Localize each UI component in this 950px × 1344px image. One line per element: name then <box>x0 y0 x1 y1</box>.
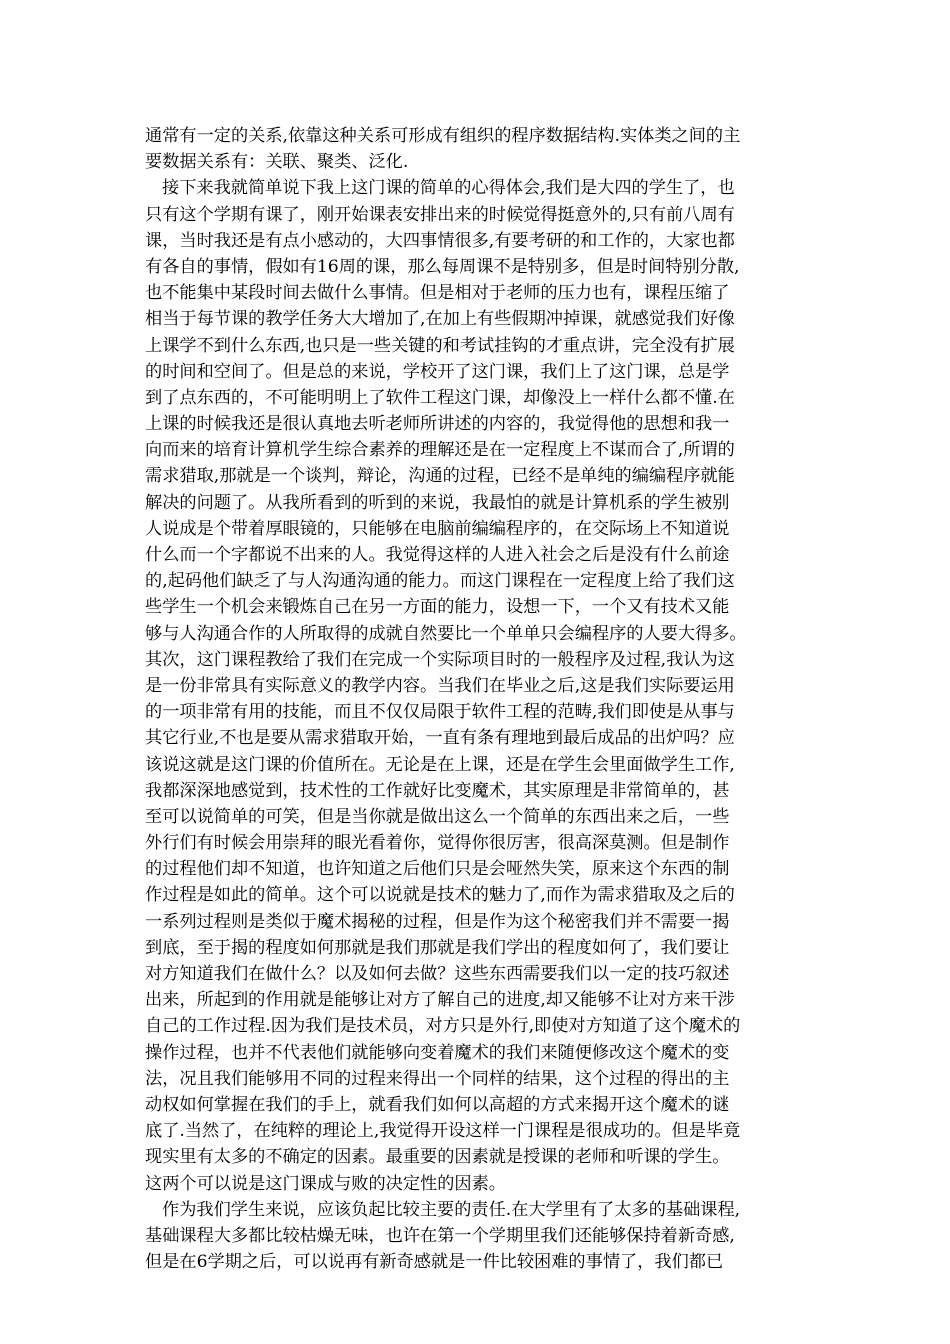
text-line: 至可以说简单的可笑，但是当你就是做出这么一个简单的东西出来之后，一些 <box>145 806 730 827</box>
text-line: 要数据关系有：关联、聚类、泛化. <box>145 152 409 173</box>
text-line: 相当于每节课的教学任务大大增加了,在加上有些假期冲掉课，就感觉我们好像 <box>145 309 735 330</box>
paragraph-start-line: 接下来我就简单说下我上这门课的简单的心得体会,我们是大四的学生了，也 <box>162 178 735 199</box>
text-line: 是一份非常具有实际意义的教学内容。当我们在毕业之后,这是我们实际要运用 <box>145 675 735 696</box>
text-line: 通常有一定的关系,依靠这种关系可形成有组织的程序数据结构.实体类之间的主 <box>145 126 741 146</box>
paragraph-start-line: 作为我们学生来说，应该负起比较主要的责任.在大学里有了太多的基础课程, <box>162 1199 741 1220</box>
text-line: 作过程是如此的简单。这个可以说就是技术的魅力了,而作为需求猎取及之后的 <box>145 885 735 906</box>
text-line: 的过程他们却不知道，也许知道之后他们只是会哑然失笑，原来这个东西的制 <box>145 859 730 880</box>
text-line: 这两个可以说是这门课成与败的决定性的因素。 <box>145 1173 506 1194</box>
text-line: 其它行业,不也是要从需求猎取开始，一直有条有理地到最后成品的出炉吗？应 <box>145 728 735 749</box>
text-line: 的时间和空间了。但是总的来说，学校开了这门课，我们上了这门课，总是学 <box>145 361 730 382</box>
text-line: 上课的时候我还是很认真地去听老师所讲述的内容的，我觉得他的思想和我一 <box>145 414 730 435</box>
text-line: 需求猎取,那就是一个谈判，辩论，沟通的过程，已经不是单纯的编编程序就能 <box>145 466 735 487</box>
text-line: 课，当时我还是有点小感动的，大四事情很多,有要考研的和工作的，大家也都 <box>145 230 735 251</box>
text-line: 但是在6学期之后，可以说再有新奇感就是一件比较困难的事情了，我们都已 <box>145 1252 724 1273</box>
text-line: 什么而一个字都说不出来的人。我觉得这样的人进入社会之后是没有什么前途 <box>145 545 730 565</box>
text-line: 上课学不到什么东西,也只是一些关键的和考试挂钩的才重点讲，完全没有扩展 <box>145 335 735 356</box>
text-line: 也不能集中某段时间去做什么事情。但是相对于老师的压力也有，课程压缩了 <box>145 283 730 304</box>
text-line: 基础课程大多都比较枯燥无味，也许在第一个学期里我们还能够保持着新奇感, <box>145 1225 735 1246</box>
text-line: 外行们有时候会用崇拜的眼光看着你，觉得你很厉害，很高深莫测。但是制作 <box>145 833 730 854</box>
text-line: 我都深深地感觉到，技术性的工作就好比变魔术，其实原理是非常简单的，甚 <box>145 780 730 801</box>
text-line: 其次，这门课程教给了我们在完成一个实际项目时的一般程序及过程,我认为这 <box>145 649 735 670</box>
text-line: 自己的工作过程.因为我们是技术员，对方只是外行,即使对方知道了这个魔术的 <box>145 1016 741 1037</box>
text-line: 现实里有太多的不确定的因素。最重要的因素就是授课的老师和听课的学生。 <box>145 1147 730 1168</box>
text-line: 些学生一个机会来锻炼自己在另一方面的能力，设想一下，一个又有技术又能 <box>145 597 730 618</box>
text-line: 有各自的事情，假如有16周的课，那么每周课不是特别多，但是时间特别分散, <box>145 256 740 277</box>
text-line: 只有这个学期有课了，刚开始课表安排出来的时候觉得挺意外的,只有前八周有 <box>145 204 735 225</box>
body-text <box>145 123 825 1275</box>
text-line: 动权如何掌握在我们的手上，就看我们如何以高超的方式来揭开这个魔术的谜 <box>145 1094 730 1115</box>
text-line: 操作过程，也并不代表他们就能够向变着魔术的我们来随便修改这个魔术的变 <box>145 1042 730 1063</box>
text-line: 够与人沟通合作的人所取得的成就自然要比一个单单只会编程序的人要大得多。 <box>145 623 747 644</box>
text-line: 法，况且我们能够用不同的过程来得出一个同样的结果，这个过程的得出的主 <box>145 1068 730 1089</box>
text-line: 解决的问题了。从我所看到的听到的来说，我最怕的就是计算机系的学生被别 <box>145 492 730 513</box>
text-line: 出来，所起到的作用就是能够让对方了解自己的进度,却又能够不让对方来干涉 <box>145 990 735 1011</box>
text-line: 到了点东西的，不可能明明上了软件工程这门课，却像没上一样什么都不懂.在 <box>145 387 735 408</box>
text-line: 对方知道我们在做什么？以及如何去做？这些东西需要我们以一定的技巧叙述 <box>145 964 730 984</box>
text-line: 人说成是个带着厚眼镜的，只能够在电脑前编编程序的，在交际场上不知道说 <box>145 518 730 539</box>
text-line: 一系列过程则是类似于魔术揭秘的过程，但是作为这个秘密我们并不需要一揭 <box>145 911 730 932</box>
text-line: 的一项非常有用的技能，而且不仅仅局限于软件工程的范畴,我们即使是从事与 <box>145 702 735 723</box>
text-line: 该说这就是这门课的价值所在。无论是在上课，还是在学生会里面做学生工作, <box>145 754 735 775</box>
text-line: 底了.当然了，在纯粹的理论上,我觉得开设这样一门课程是很成功的。但是毕竟 <box>145 1121 741 1142</box>
text-line: 向而来的培育计算机学生综合素养的理解还是在一定程度上不谋而合了,所谓的 <box>145 440 735 461</box>
text-line: 的,起码他们缺乏了与人沟通沟通的能力。而这门课程在一定程度上给了我们这 <box>145 571 735 592</box>
text-line: 到底，至于揭的程度如何那就是我们那就是我们学出的程度如何了，我们要让 <box>145 937 730 958</box>
